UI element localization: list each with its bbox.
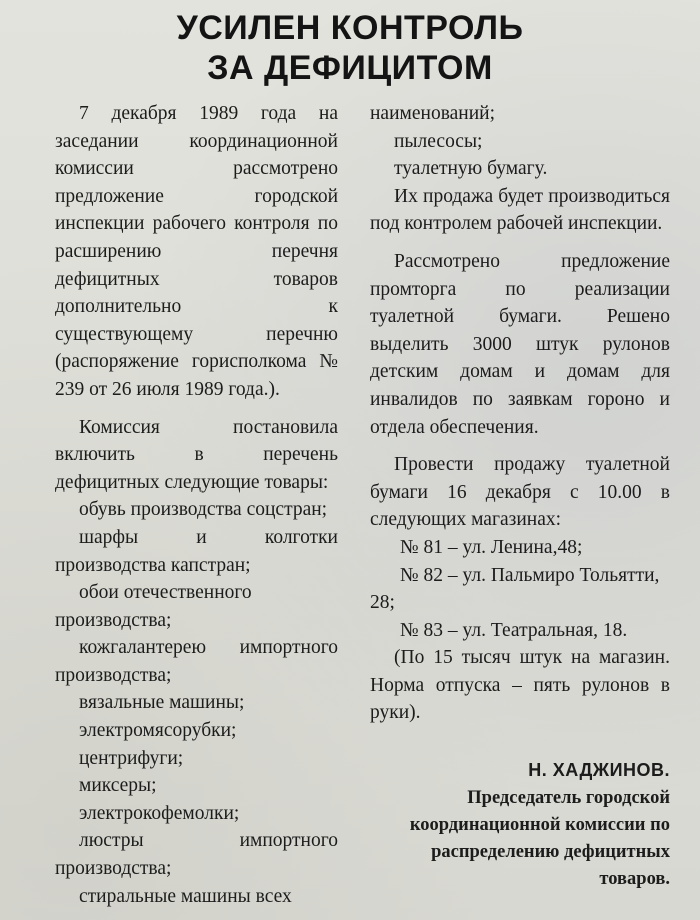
control-paragraph: Их продажа будет производиться под контролем рабочей инспекции.: [370, 185, 670, 235]
store-address: № 82 – ул. Пальмиро Тольятти, 28;: [370, 564, 660, 614]
list-item: электромясорубки;: [79, 720, 237, 742]
article-headline: [0, 8, 700, 88]
store-address: № 83 – ул. Театральная, 18.: [400, 619, 628, 641]
list-item: вязальные машины;: [79, 692, 245, 714]
list-item: туалетную бумагу.: [394, 158, 548, 180]
norm-note: (По 15 тысяч штук на магазин. Норма отпуска – пять рулонов в руки).: [370, 647, 670, 724]
list-item: стиральные машины всех: [79, 885, 292, 907]
author-signature: Н. ХАДЖИНОВ.: [528, 760, 670, 781]
headline-line-2: ЗА ДЕФИЦИТОМ: [207, 49, 493, 87]
proposal-paragraph: Рассмотрено предложение промторга по реализации туалетной бумаги. Решено выделить 3000 штук рулонов детским домам и домам для инвалидов по заявкам гороно и отдела обеспечения.: [370, 250, 670, 438]
decision-paragraph: Комиссия постановила включить в перечень дефицитных следующие товары:: [55, 416, 338, 493]
sale-paragraph: Провести продажу туалетной бумаги 16 декабря с 10.00 в следующих магазинах:: [370, 454, 670, 531]
author-position: Председатель городской координационной комиссии по распределению дефицитных товаров.: [409, 787, 670, 889]
left-column: [55, 100, 338, 910]
list-item: обои отечественного производства;: [55, 582, 252, 631]
list-item: центрифуги;: [79, 747, 184, 769]
headline-line-1: УСИЛЕН КОНТРОЛЬ: [176, 9, 524, 47]
list-item: кожгалантерею импортного производства;: [55, 637, 338, 686]
list-item: пылесосы;: [394, 130, 483, 152]
list-item: электрокофемолки;: [79, 802, 240, 824]
intro-paragraph: 7 декабря 1989 года на заседании координационной комиссии рассмотрено предложение городской инспекции рабочего контроля по расширению перечня дефицитных товаров дополнительно к существующему перечню (распоряжение горисполкома № 239 от 26 июля 1989 года.).: [55, 103, 338, 400]
list-item: обувь производства соцстран;: [79, 499, 328, 521]
continuation-text: наименований;: [370, 103, 496, 124]
right-column: [370, 100, 670, 893]
list-item: шарфы и колготки производства капстран;: [55, 526, 338, 576]
list-item: люстры импортного производства;: [55, 830, 338, 880]
store-address: № 81 – ул. Ленина,48;: [400, 536, 583, 558]
list-item: миксеры;: [79, 775, 157, 797]
